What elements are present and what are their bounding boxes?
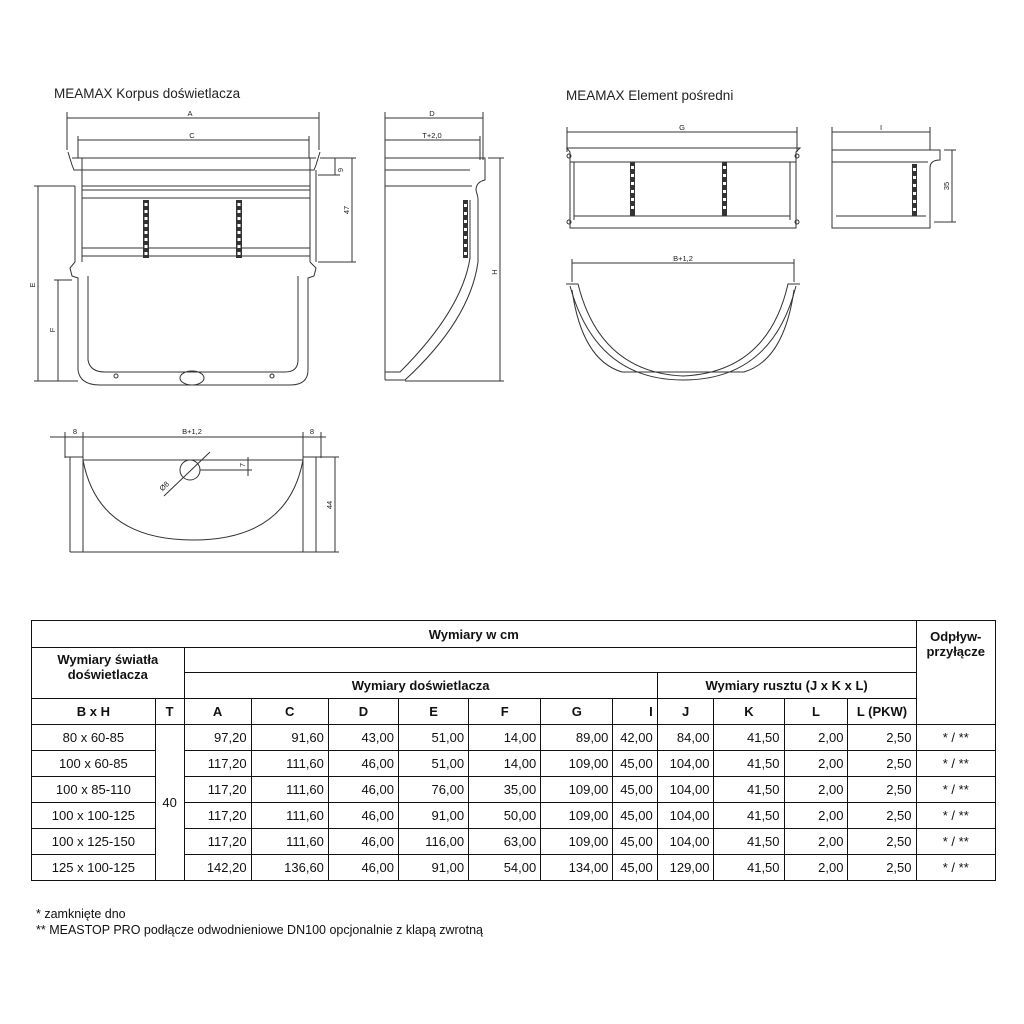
cell-d: 46,00 [328,855,398,881]
cell-lp: 2,50 [848,803,916,829]
cell-f: 14,00 [469,751,541,777]
cell-f: 14,00 [469,725,541,751]
cell-i: 42,00 [613,725,657,751]
cell-outlet: * / ** [916,829,996,855]
cell-lp: 2,50 [848,725,916,751]
col-j: J [657,699,714,725]
cell-d: 46,00 [328,803,398,829]
header-dims: Wymiary doświetlacza [184,673,657,699]
spec-table [31,620,996,881]
cell-i: 45,00 [613,751,657,777]
cell-outlet: * / ** [916,751,996,777]
element-plan-view [566,259,800,380]
header-main: Wymiary w cm [32,621,917,648]
cell-l: 2,00 [784,751,848,777]
cell-c: 111,60 [251,751,328,777]
col-c: C [251,699,328,725]
cell-outlet: * / ** [916,855,996,881]
body-side-view [385,112,504,381]
cell-lp: 2,50 [848,855,916,881]
cell-g: 109,00 [541,829,613,855]
cell-e: 91,00 [399,803,469,829]
cell-l: 2,00 [784,777,848,803]
cell-l: 2,00 [784,725,848,751]
cell-f: 54,00 [469,855,541,881]
cell-k: 41,50 [714,725,784,751]
cell-lp: 2,50 [848,777,916,803]
dim-label-d8: Ø8 [157,479,171,493]
dim-label-c: C [189,131,195,140]
cell-f: 63,00 [469,829,541,855]
cell-i: 45,00 [613,829,657,855]
cell-c: 111,60 [251,777,328,803]
cell-e: 51,00 [399,751,469,777]
cell-j: 129,00 [657,855,714,881]
drawing-title-body: MEAMAX Korpus doświetlacza [54,86,241,101]
footnote-2: ** MEASTOP PRO podłącze odwodnieniowe DN100 opcjonalnie z klapą zwrotną [36,923,484,937]
cell-e: 76,00 [399,777,469,803]
dim-label-a: A [187,109,193,118]
cell-bh: 100 x 125-150 [32,829,156,855]
table-row [32,725,996,751]
dim-label-35: 35 [942,181,951,191]
dim-label-b12-bottom: B+1,2 [182,427,202,436]
cell-bh: 100 x 100-125 [32,803,156,829]
cell-l: 2,00 [784,803,848,829]
cell-e: 91,00 [399,855,469,881]
cell-l: 2,00 [784,855,848,881]
cell-d: 46,00 [328,751,398,777]
cell-i: 45,00 [613,777,657,803]
cell-k: 41,50 [714,777,784,803]
cell-a: 117,20 [184,777,251,803]
cell-f: 50,00 [469,803,541,829]
cell-j: 104,00 [657,777,714,803]
cell-k: 41,50 [714,855,784,881]
dim-label-8-right: 8 [309,427,315,436]
footnote-1: * zamknięte dno [36,907,126,921]
cell-i: 45,00 [613,803,657,829]
col-k: K [714,699,784,725]
cell-a: 117,20 [184,803,251,829]
dim-label-b12-top: B+1,2 [673,254,693,263]
header-grate: Wymiary rusztu (J x K x L) [657,673,916,699]
cell-i: 45,00 [613,855,657,881]
cell-c: 111,60 [251,829,328,855]
cell-bh: 100 x 60-85 [32,751,156,777]
cell-j: 104,00 [657,751,714,777]
cell-c: 136,60 [251,855,328,881]
dim-label-47: 47 [342,205,351,215]
cell-e: 51,00 [399,725,469,751]
cell-a: 142,20 [184,855,251,881]
cell-c: 111,60 [251,803,328,829]
cell-j: 84,00 [657,725,714,751]
header-light: Wymiary światła doświetlacza [32,648,185,699]
cell-lp: 2,50 [848,829,916,855]
dim-label-h: H [490,269,499,275]
cell-outlet: * / ** [916,725,996,751]
cell-l: 2,00 [784,829,848,855]
cell-bh: 80 x 60-85 [32,725,156,751]
cell-a: 117,20 [184,829,251,855]
cell-outlet: * / ** [916,777,996,803]
cell-j: 104,00 [657,829,714,855]
cell-k: 41,50 [714,803,784,829]
col-f: F [469,699,541,725]
col-a: A [184,699,251,725]
cell-outlet: * / ** [916,803,996,829]
col-bh: B x H [32,699,156,725]
cell-k: 41,50 [714,829,784,855]
dim-label-i: I [879,123,883,132]
cell-e: 116,00 [399,829,469,855]
cell-g: 89,00 [541,725,613,751]
cell-g: 109,00 [541,803,613,829]
col-lpkw: L (PKW) [848,699,916,725]
col-d: D [328,699,398,725]
cell-k: 41,50 [714,751,784,777]
body-front-view [34,112,356,385]
dim-label-d: D [429,109,435,118]
cell-a: 117,20 [184,751,251,777]
cell-t: 40 [155,725,184,881]
drawing-title-element: MEAMAX Element pośredni [566,88,734,103]
dim-label-8-left: 8 [72,427,78,436]
dim-label-e: E [28,282,37,288]
dim-label-f: F [48,327,57,333]
cell-d: 46,00 [328,777,398,803]
dim-label-9: 9 [336,167,345,173]
col-e: E [399,699,469,725]
element-side-view [832,127,956,228]
body-plan-view [50,432,339,552]
cell-g: 109,00 [541,777,613,803]
col-i: I [613,699,657,725]
cell-d: 46,00 [328,829,398,855]
cell-d: 43,00 [328,725,398,751]
cell-bh: 125 x 100-125 [32,855,156,881]
dim-label-7: 7 [238,462,247,468]
col-t: T [155,699,184,725]
col-g: G [541,699,613,725]
cell-bh: 100 x 85-110 [32,777,156,803]
cell-g: 109,00 [541,751,613,777]
cell-f: 35,00 [469,777,541,803]
element-front-view [567,127,800,228]
dim-label-g: G [679,123,685,132]
cell-a: 97,20 [184,725,251,751]
col-l: L [784,699,848,725]
cell-lp: 2,50 [848,751,916,777]
dim-label-t: T+2,0 [422,131,442,140]
footnotes [36,906,483,938]
dim-label-44: 44 [325,500,334,510]
cell-c: 91,60 [251,725,328,751]
cell-g: 134,00 [541,855,613,881]
cell-j: 104,00 [657,803,714,829]
header-outlet: Odpływ-przyłącze [916,621,996,725]
